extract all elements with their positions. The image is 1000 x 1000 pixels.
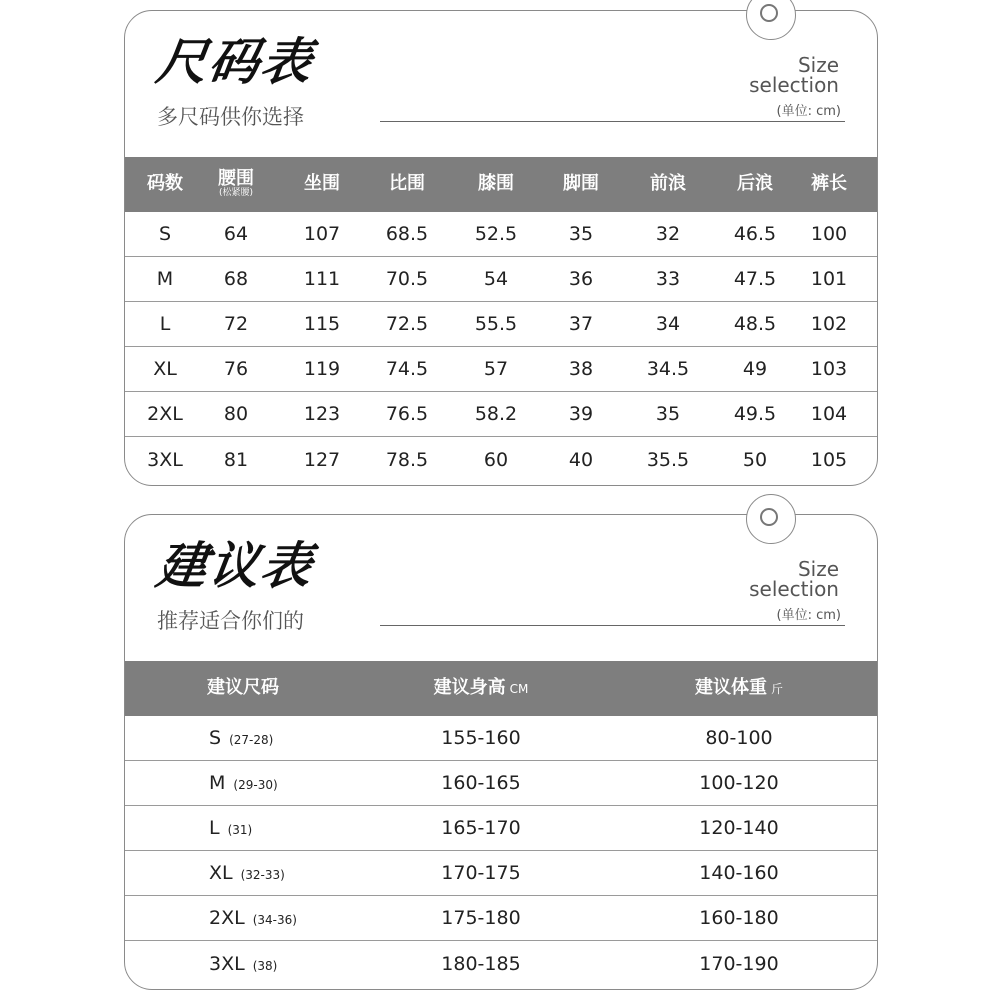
cell-hip: 111	[303, 268, 341, 290]
cell-knee: 54	[483, 268, 509, 290]
cell-code: XL	[153, 358, 177, 380]
cell-suggested-height: 175-180	[441, 907, 521, 929]
cell-suggested-weight: 80-100	[705, 727, 773, 749]
size-label: XL	[209, 862, 233, 884]
table-row	[125, 896, 877, 941]
cell-back-rise: 46.5	[733, 223, 777, 245]
table-row	[125, 851, 877, 896]
cell-front-rise: 35.5	[646, 449, 690, 471]
suggestion-title: 建议表	[152, 537, 318, 595]
cell-suggested-weight: 100-120	[699, 772, 779, 794]
ring-hole-icon	[760, 508, 778, 526]
size-chart-card	[124, 10, 878, 486]
header-suggested-height: 建议身高 CM	[433, 677, 529, 699]
size-en-line1: Size	[797, 557, 839, 581]
cell-code: 2XL	[147, 403, 183, 425]
size-selection-label	[749, 559, 839, 599]
waist-hint: (31)	[227, 823, 253, 837]
cell-back-rise: 50	[742, 449, 768, 471]
cell-waist: 68	[223, 268, 249, 290]
cell-length: 103	[810, 358, 848, 380]
cell-hem: 39	[568, 403, 594, 425]
size-en-line1: Size	[797, 53, 839, 77]
table-row	[125, 302, 877, 347]
table-row	[125, 347, 877, 392]
header-waist: 腰围 (松紧腰)	[218, 168, 254, 199]
size-label: S	[209, 727, 222, 749]
cell-length: 100	[810, 223, 848, 245]
header-length: 裤长	[811, 173, 847, 195]
table-row	[125, 212, 877, 257]
cell-suggested-weight: 160-180	[699, 907, 779, 929]
suggestion-subtitle: 推荐适合你们的	[157, 609, 304, 633]
table-row	[125, 806, 877, 851]
waist-hint: (34-36)	[252, 913, 297, 927]
cell-suggested-size	[125, 907, 361, 929]
cell-hip: 107	[303, 223, 341, 245]
size-en-line2: selection	[749, 73, 839, 97]
cell-length: 102	[810, 313, 848, 335]
size-label: M	[209, 772, 226, 794]
header-suggested-weight: 建议体重 斤	[694, 677, 783, 699]
cell-suggested-weight: 170-190	[699, 953, 779, 975]
cell-hip: 123	[303, 403, 341, 425]
header-hem: 脚围	[563, 173, 599, 195]
size-label: 3XL	[209, 953, 245, 975]
cell-hip: 119	[303, 358, 341, 380]
cell-thigh: 68.5	[385, 223, 429, 245]
cell-suggested-size	[125, 772, 361, 794]
cell-knee: 52.5	[474, 223, 518, 245]
cell-knee: 57	[483, 358, 509, 380]
cell-suggested-size	[125, 862, 361, 884]
cell-hem: 37	[568, 313, 594, 335]
cell-knee: 55.5	[474, 313, 518, 335]
header-hip: 坐围	[304, 173, 340, 195]
cell-code: 3XL	[147, 449, 183, 471]
waist-hint: (29-30)	[233, 778, 278, 792]
header-back-rise: 后浪	[737, 173, 773, 195]
cell-suggested-weight: 120-140	[699, 817, 779, 839]
header-thigh: 比围	[389, 173, 425, 195]
table-row	[125, 392, 877, 437]
header-knee: 膝围	[478, 173, 514, 195]
header-suggested-size: 建议尺码	[207, 677, 279, 699]
waist-hint: (32-33)	[240, 868, 285, 882]
size-chart-subtitle: 多尺码供你选择	[157, 105, 304, 129]
size-chart-rows	[125, 212, 877, 483]
size-en-line2: selection	[749, 577, 839, 601]
table-row	[125, 761, 877, 806]
cell-suggested-size	[125, 817, 361, 839]
cell-front-rise: 34.5	[646, 358, 690, 380]
cell-front-rise: 33	[655, 268, 681, 290]
cell-hem: 38	[568, 358, 594, 380]
cell-suggested-height: 165-170	[441, 817, 521, 839]
cell-front-rise: 32	[655, 223, 681, 245]
cell-waist: 72	[223, 313, 249, 335]
table-row	[125, 716, 877, 761]
cell-suggested-weight: 140-160	[699, 862, 779, 884]
cell-hem: 35	[568, 223, 594, 245]
cell-waist: 76	[223, 358, 249, 380]
ring-hole-icon	[760, 4, 778, 22]
cell-knee: 60	[483, 449, 509, 471]
cell-hip: 115	[303, 313, 341, 335]
size-label: 2XL	[209, 907, 245, 929]
cell-code: L	[159, 313, 171, 335]
cell-thigh: 78.5	[385, 449, 429, 471]
cell-code: M	[156, 268, 174, 290]
cell-thigh: 72.5	[385, 313, 429, 335]
suggestion-card	[124, 514, 878, 990]
unit-label: (单位: cm)	[776, 104, 841, 119]
size-selection-label	[749, 55, 839, 95]
cell-length: 105	[810, 449, 848, 471]
cell-waist: 64	[223, 223, 249, 245]
cell-front-rise: 35	[655, 403, 681, 425]
cell-waist: 80	[223, 403, 249, 425]
cell-thigh: 70.5	[385, 268, 429, 290]
cell-back-rise: 49.5	[733, 403, 777, 425]
cell-suggested-size	[125, 953, 361, 975]
waist-hint: (38)	[252, 959, 278, 973]
suggestion-header	[125, 661, 877, 716]
cell-back-rise: 47.5	[733, 268, 777, 290]
cell-suggested-size	[125, 727, 361, 749]
waist-hint: (27-28)	[229, 733, 274, 747]
divider	[380, 625, 845, 626]
size-chart-title: 尺码表	[152, 33, 318, 91]
cell-thigh: 74.5	[385, 358, 429, 380]
cell-hem: 40	[568, 449, 594, 471]
size-label: L	[209, 817, 220, 839]
divider	[380, 121, 845, 122]
cell-waist: 81	[223, 449, 249, 471]
cell-hem: 36	[568, 268, 594, 290]
header-code: 码数	[147, 173, 183, 195]
cell-thigh: 76.5	[385, 403, 429, 425]
cell-suggested-height: 180-185	[441, 953, 521, 975]
table-row	[125, 257, 877, 302]
cell-back-rise: 49	[742, 358, 768, 380]
cell-suggested-height: 155-160	[441, 727, 521, 749]
cell-length: 101	[810, 268, 848, 290]
cell-hip: 127	[303, 449, 341, 471]
cell-suggested-height: 170-175	[441, 862, 521, 884]
cell-front-rise: 34	[655, 313, 681, 335]
header-front-rise: 前浪	[650, 173, 686, 195]
cell-length: 104	[810, 403, 848, 425]
table-row	[125, 437, 877, 483]
unit-label: (单位: cm)	[776, 608, 841, 623]
cell-code: S	[158, 223, 172, 245]
size-chart-header	[125, 157, 877, 212]
hang-tag-ring	[746, 494, 796, 544]
table-row	[125, 941, 877, 987]
cell-back-rise: 48.5	[733, 313, 777, 335]
cell-suggested-height: 160-165	[441, 772, 521, 794]
suggestion-rows	[125, 716, 877, 987]
cell-knee: 58.2	[474, 403, 518, 425]
